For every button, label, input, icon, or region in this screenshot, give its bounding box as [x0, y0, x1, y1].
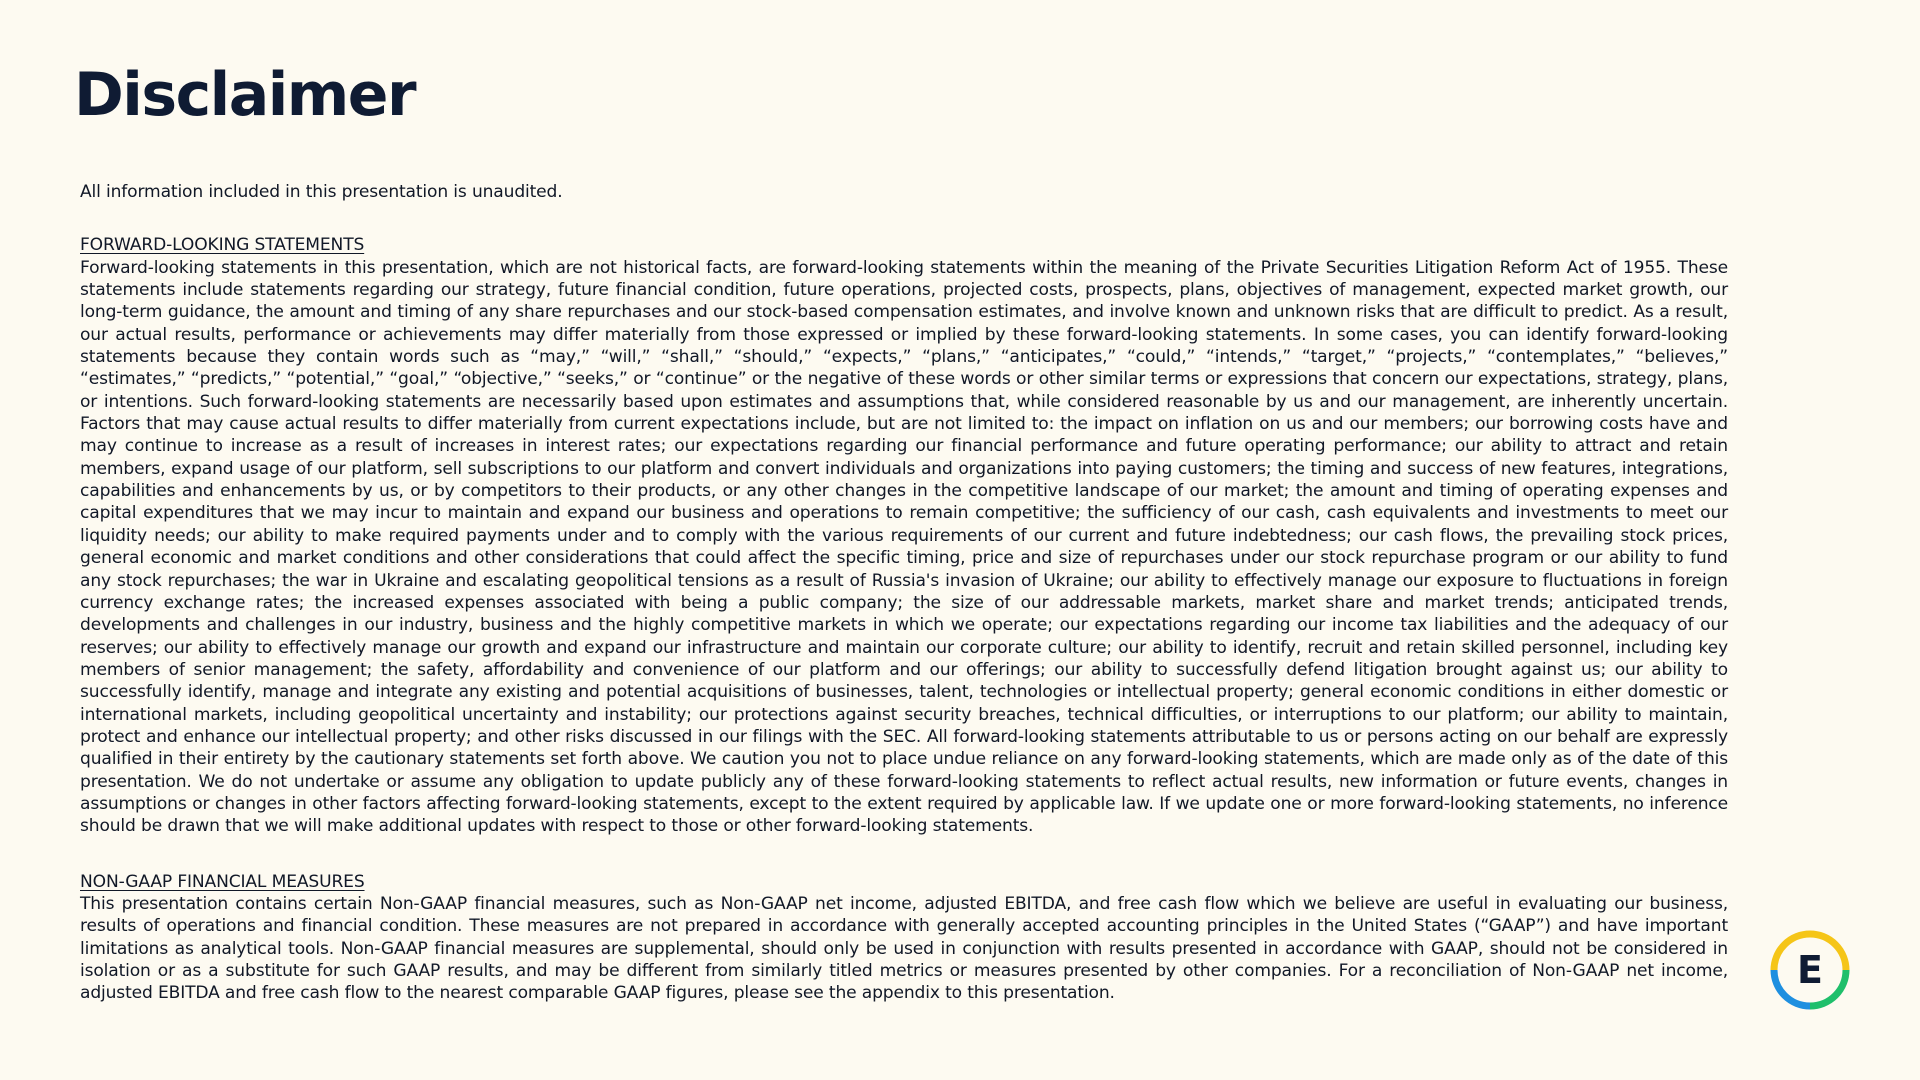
forward-looking-heading: FORWARD-LOOKING STATEMENTS [80, 235, 365, 256]
non-gaap-body: This presentation contains certain Non-GAAP financial measures, such as Non-GAAP net income, adjusted EBITDA, and free cash flow which we believe are useful in evaluating our business, results of operations and financial condition. These measures are not prepared in accordance with generally accepted accounting principles in the United States (“GAAP”) and have important limitations as analytical tools. Non-GAAP financial measures are supplemental, should only be used in conjunction with results presented in accordance with GAAP, should not be considered in isolation or as a substitute for such GAAP results, and may be different from similarly titled metrics or measures presented by other companies. For a reconciliation of Non-GAAP net income, adjusted EBITDA and free cash flow to the nearest comparable GAAP figures, please see the appendix to this presentation. [80, 893, 1728, 1004]
section-spacer [80, 838, 1728, 871]
non-gaap-section [80, 871, 1728, 1005]
page-title: Disclaimer [74, 60, 416, 130]
non-gaap-heading: NON-GAAP FINANCIAL MEASURES [80, 871, 365, 892]
forward-looking-section [80, 234, 1728, 837]
company-logo [1768, 928, 1852, 1012]
forward-looking-body: Forward-looking statements in this presentation, which are not historical facts, are forward-looking statements within the meaning of the Private Securities Litigation Reform Act of 1955. These statements include statements regarding our strategy, future financial condition, future operations, projected costs, prospects, plans, objectives of management, expected market growth, our long-term guidance, the amount and timing of any share repurchases and our stock-based compensation estimates, and involve known and unknown risks that are difficult to predict. As a result, our actual results, performance or achievements may differ materially from those expressed or implied by these forward-looking statements. In some cases, you can identify forward-looking statements because they contain words such as “may,” “will,” “shall,” “should,” “expects,” “plans,” “anticipates,” “could,” “intends,” “target,” “projects,” “contemplates,” “believes,” “estimates,” “predicts,” “potential,” “goal,” “objective,” “seeks,” or “continue” or the negative of these words or other similar terms or expressions that concern our expectations, strategy, plans, or intentions. Such forward-looking statements are necessarily based upon estimates and assumptions that, while considered reasonable by us and our management, are inherently uncertain. Factors that may cause actual results to differ materially from current expectations include, but are not limited to: the impact on inflation on us and our members; our borrowing costs have and may continue to increase as a result of increases in interest rates; our expectations regarding our financial performance and future operating performance; our ability to attract and retain members, expand usage of our platform, sell subscriptions to our platform and convert individuals and organizations into paying customers; the timing and success of new features, integrations, capabilities and enhancements by us, or by competitors to their products, or any other changes in the competitive landscape of our market; the amount and timing of operating expenses and capital expenditures that we may incur to maintain and expand our business and operations to remain competitive; the sufficiency of our cash, cash equivalents and investments to meet our liquidity needs; our ability to make required payments under and to comply with the various requirements of our current and future indebtedness; our cash flows, the prevailing stock prices, general economic and market conditions and other considerations that could affect the specific timing, price and size of repurchases under our stock repurchase program or our ability to fund any stock repurchases; the war in Ukraine and escalating geopolitical tensions as a result of Russia's invasion of Ukraine; our ability to effectively manage our exposure to fluctuations in foreign currency exchange rates; the increased expenses associated with being a public company; the size of our addressable markets, market share and market trends; anticipated trends, developments and challenges in our industry, business and the highly competitive markets in which we operate; our expectations regarding our income tax liabilities and the adequacy of our reserves; our ability to effectively manage our growth and expand our infrastructure and maintain our corporate culture; our ability to identify, recruit and retain skilled personnel, including key members of senior management; the safety, affordability and convenience of our platform and our offerings; our ability to successfully defend litigation brought against us; our ability to successfully identify, manage and integrate any existing and potential acquisitions of businesses, talent, technologies or intellectual property; general economic conditions in either domestic or international markets, including geopolitical uncertainty and instability; our protections against security breaches, technical difficulties, or interruptions to our platform; our ability to maintain, protect and enhance our intellectual property; and other risks discussed in our filings with the SEC. All forward-looking statements attributable to us or persons acting on our behalf are expressly qualified in their entirety by the cautionary statements set forth above. We caution you not to place undue reliance on any forward-looking statements, which are made only as of the date of this presentation. We do not undertake or assume any obligation to update publicly any of these forward-looking statements to reflect actual results, new information or future events, changes in assumptions or changes in other factors affecting forward-looking statements, except to the extent required by applicable law. If we update one or more forward-looking statements, no inference should be drawn that we will make additional updates with respect to those or other forward-looking statements. [80, 257, 1728, 837]
logo-letter: E [1797, 948, 1823, 992]
disclaimer-content [80, 181, 1728, 1005]
intro-text: All information included in this presentation is unaudited. [80, 182, 563, 202]
